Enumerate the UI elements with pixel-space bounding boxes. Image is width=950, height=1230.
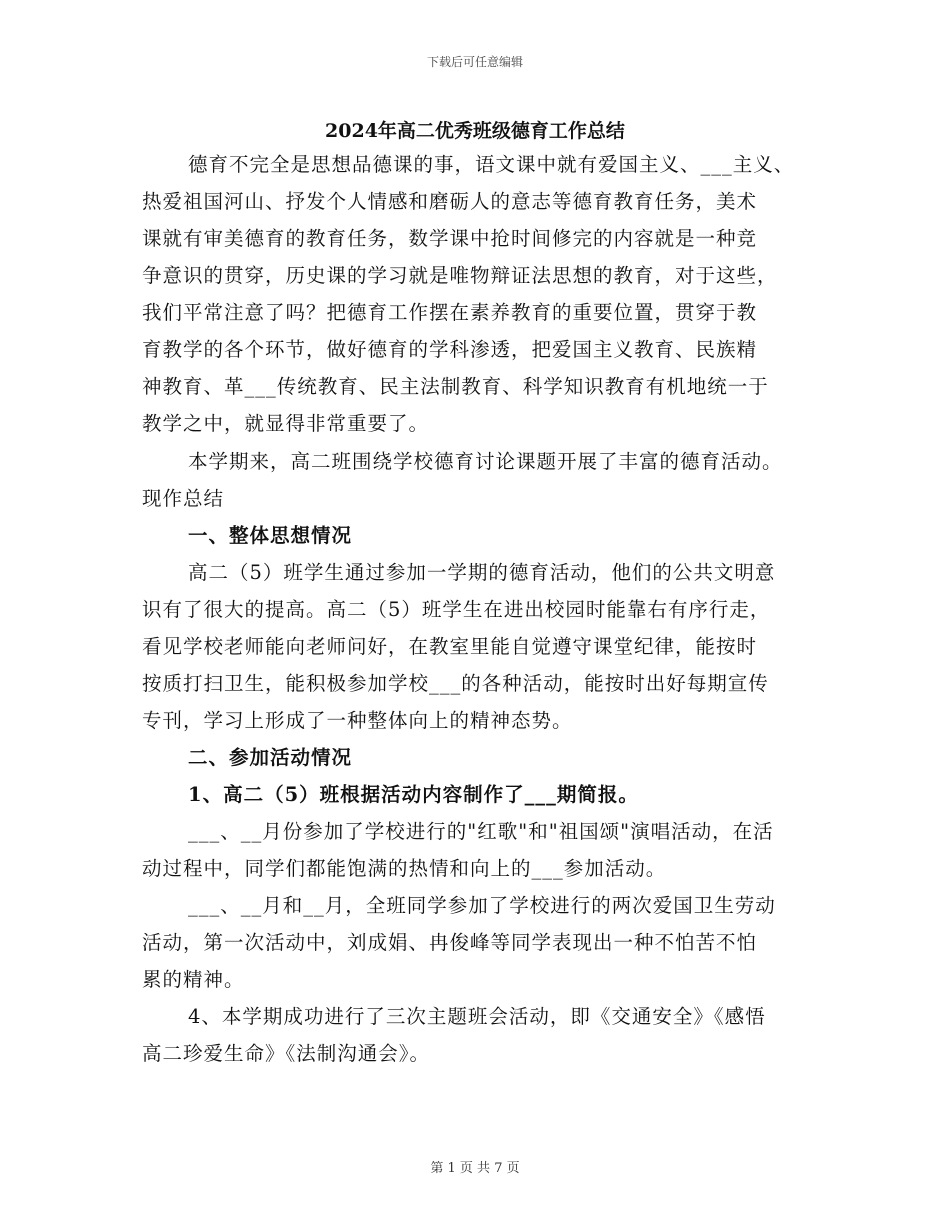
- paragraph-3-line-3: 看见学校老师能向老师问好，在教室里能自觉遵守课堂纪律，能按时: [142, 635, 758, 658]
- paragraph-1-line-4: 争意识的贯穿，历史课的学习就是唯物辩证法思想的教育，对于这些，: [142, 264, 778, 287]
- paragraph-1-line-7: 神教育、革___传统教育、民主法制教育、科学知识教育有机地统一于: [142, 375, 769, 398]
- paragraph-1-line-8: 教学之中，就显得非常重要了。: [142, 412, 430, 435]
- paragraph-1-line-1: 德育不完全是思想品德课的事，语文课中就有爱国主义、___主义、: [188, 153, 795, 176]
- paragraph-3-line-1: 高二（5）班学生通过参加一学期的德育活动，他们的公共文明意: [188, 561, 776, 584]
- paragraph-4-line-1: ___、__月份参加了学校进行的"红歌"和"祖国颂"演唱活动，在活: [188, 820, 774, 843]
- item-1-heading: 1、高二（5）班根据活动内容制作了___期简报。: [188, 783, 639, 806]
- paragraph-2-line-1: 本学期来，高二班围绕学校德育讨论课题开展了丰富的德育活动。: [188, 450, 783, 473]
- paragraph-4-line-2: 动过程中，同学们都能饱满的热情和向上的___参加活动。: [142, 857, 667, 880]
- section-heading-1: 一、整体思想情况: [188, 524, 353, 547]
- paragraph-3-line-5: 专刊，学习上形成了一种整体向上的精神态势。: [142, 709, 573, 732]
- paragraph-3-line-4: 按质打扫卫生，能积极参加学校___的各种活动，能按时出好每期宣传: [142, 672, 769, 695]
- paragraph-6-line-1: 4、本学期成功进行了三次主题班会活动，即《交通安全》《感悟: [188, 1005, 766, 1028]
- paragraph-5-line-2: 活动，第一次活动中，刘成娟、冉俊峰等同学表现出一种不怕苦不怕: [142, 931, 758, 954]
- header-note: 下载后可任意编辑: [426, 55, 523, 69]
- paragraph-5-line-1: ___、__月和__月，全班同学参加了学校进行的两次爱国卫生劳动: [188, 894, 776, 917]
- paragraph-1-line-2: 热爱祖国河山、抒发个人情感和磨砺人的意志等德育教育任务，美术: [142, 190, 758, 213]
- paragraph-5-line-3: 累的精神。: [142, 968, 245, 991]
- paragraph-1-line-6: 育教学的各个环节，做好德育的学科渗透，把爱国主义教育、民族精: [142, 338, 758, 361]
- paragraph-6-line-2: 高二珍爱生命》《法制沟通会》。: [142, 1042, 431, 1065]
- paragraph-3-line-2: 识有了很大的提高。高二（5）班学生在进出校园时能靠右有序行走，: [142, 598, 771, 621]
- section-heading-2: 二、参加活动情况: [188, 746, 353, 769]
- paragraph-1-line-5: 我们平常注意了吗？把德育工作摆在素养教育的重要位置，贯穿于教: [142, 301, 758, 324]
- paragraph-1-line-3: 课就有审美德育的教育任务，数学课中抢时间修完的内容就是一种竞: [142, 227, 758, 250]
- page-number-footer: 第 1 页 共 7 页: [430, 1161, 520, 1176]
- document-title: 2024年高二优秀班级德育工作总结: [325, 120, 625, 142]
- paragraph-2-line-2: 现作总结: [142, 487, 225, 510]
